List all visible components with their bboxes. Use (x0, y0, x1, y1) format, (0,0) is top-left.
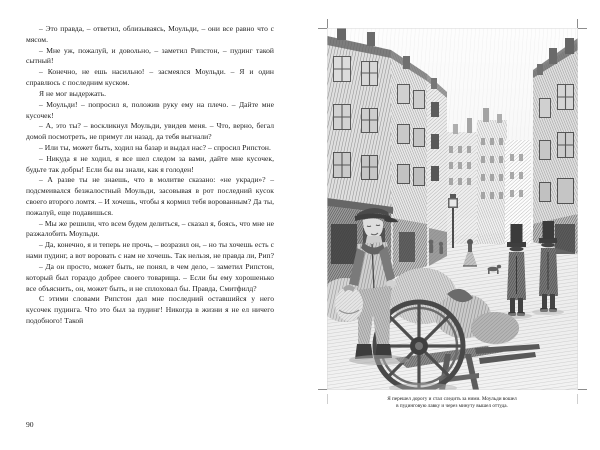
paragraph: – Мне уж, пожалуй, и довольно, – заметил Рипстон, – пудинг такой сытный! (26, 45, 274, 66)
paragraph: – Да, конечно, я и теперь не прочь, – возразил он, – но ты хочешь есть с нами пудинг, а вот воровать с нам не хочешь. Так нельзя, не правда ли, Рип? (26, 240, 274, 261)
caption-line: в пудинговую лавку и через минуту вышел оттуда. (396, 403, 508, 410)
caption-line: Я перешел дорогу и стал следить за ними. Моульди вошел (387, 396, 517, 402)
caption-rule-right (577, 394, 578, 404)
illustration-caption (334, 396, 570, 411)
page-number: 90 (26, 420, 34, 429)
paragraph: – Никуда я не ходил, я все шел следом за вами, дайте мне кусочек, будьте так добры! Если бы вы знали, как я голоден! (26, 153, 274, 174)
paragraph: – Или ты, может быть, ходил на базар и выдал нас? – спросил Рипстон. (39, 142, 271, 152)
paragraph: – Конечно, не ешь насильно! – засмеялся Моульди. – Я и один справлюсь с последним куском. (26, 67, 274, 88)
caption-rule-left (327, 394, 328, 404)
paragraph: С этими словами Рипстон дал мне последний оставшийся у него кусочек пудинга. Что это был за пудинг! Никогда в жизни я не ел ничего подобного! Такой (26, 294, 274, 325)
street-scene-engraving-image (327, 28, 578, 390)
right-page (300, 0, 600, 450)
paragraph: – Это правда, – ответил, облизываясь, Моульди, – они все равно что с мясом. (26, 24, 274, 44)
paragraph: Я не мог выдержать. (39, 88, 106, 98)
illustration-plate (327, 28, 578, 390)
paragraph: – Да он просто, может быть, не понял, в чем дело, – заметил Рипстон, который был гораздо добрее своего товарища. – Если бы ему хорошенько все объяснить, он, может быть, и не сплоховал бы. Правда, Смитфилд? (26, 261, 274, 293)
paragraph: – А, это ты? – воскликнул Моульди, увидев меня. – Что, верно, бегал домой посмотреть, не примут ли назад, да тебя выгнали? (26, 121, 274, 142)
paragraph: – А разве ты не знаешь, что в молитве сказано: «не укради»? – подсмеивался безжалостный Моульди, засовывая в рот последний кусок своего второго ломтя. – И хочешь, чтобы я кормил тебя ворованным? Да ты, пожалуй, еще подавишься. (26, 175, 274, 217)
paragraph: – Мы же решили, что всем будем делиться, – сказал я, боясь, что мне не разжалобить Моульди. (26, 218, 274, 239)
paragraph: – Моульди! – попросил я, положив руку ему на плечо. – Дайте мне кусочек! (26, 99, 274, 120)
body-text-column (26, 24, 274, 327)
